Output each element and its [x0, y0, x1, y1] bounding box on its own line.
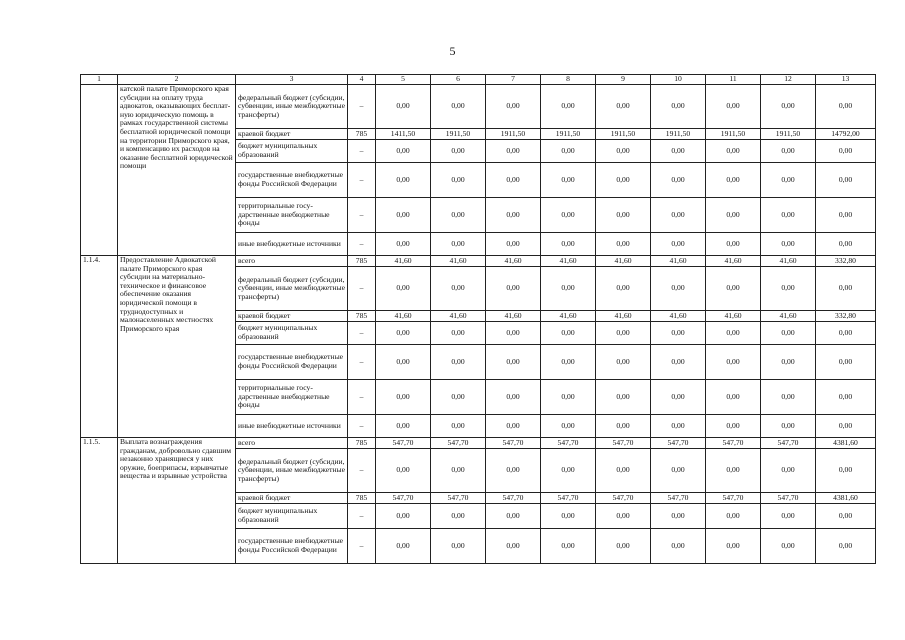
amount-cell: 0,00 — [761, 415, 816, 438]
amount-cell: 0,00 — [706, 449, 761, 493]
page-number: 5 — [449, 44, 456, 58]
amount-cell: 0,00 — [761, 380, 816, 415]
amount-cell: 0,00 — [596, 85, 651, 129]
amount-cell: 0,00 — [816, 504, 876, 529]
amount-cell: 0,00 — [541, 449, 596, 493]
amount-cell: 0,00 — [541, 345, 596, 380]
amount-cell: 0,00 — [651, 322, 706, 345]
budget-code: – — [348, 345, 376, 380]
budget-code: 785 — [348, 493, 376, 504]
amount-cell: 547,70 — [541, 493, 596, 504]
column-number: 8 — [541, 75, 596, 85]
amount-cell: 0,00 — [486, 504, 541, 529]
amount-cell: 0,00 — [816, 140, 876, 163]
amount-cell: 547,70 — [541, 438, 596, 449]
funding-source: краевой бюджет — [236, 129, 348, 140]
column-number: 13 — [816, 75, 876, 85]
amount-cell: 547,70 — [651, 493, 706, 504]
amount-cell: 547,70 — [431, 493, 486, 504]
amount-cell: 0,00 — [596, 198, 651, 233]
amount-cell: 0,00 — [376, 345, 431, 380]
amount-cell: 0,00 — [541, 322, 596, 345]
budget-code: – — [348, 267, 376, 311]
amount-cell: 0,00 — [706, 267, 761, 311]
amount-cell: 0,00 — [376, 504, 431, 529]
item-description: Предоставление Адвокатской палате Приморского края субсидии на материально-техническое и финансовое обеспечение оказания юридической помощи в труднодоступных и малонаселенных местностях Приморского края — [118, 256, 236, 438]
amount-cell: 0,00 — [706, 415, 761, 438]
amount-cell: 0,00 — [431, 380, 486, 415]
amount-cell: 0,00 — [706, 380, 761, 415]
amount-cell: 41,60 — [431, 256, 486, 267]
budget-code: – — [348, 449, 376, 493]
funding-source: иные внебюджетные источники — [236, 233, 348, 256]
budget-table — [80, 74, 876, 564]
column-number: 2 — [118, 75, 236, 85]
budget-code: – — [348, 380, 376, 415]
budget-code: – — [348, 85, 376, 129]
column-number-row — [81, 75, 876, 85]
amount-cell: 0,00 — [651, 163, 706, 198]
amount-cell: 547,70 — [486, 493, 541, 504]
amount-cell: 0,00 — [761, 322, 816, 345]
amount-cell: 0,00 — [816, 415, 876, 438]
amount-cell: 1911,50 — [431, 129, 486, 140]
amount-cell: 0,00 — [486, 345, 541, 380]
amount-cell: 0,00 — [431, 267, 486, 311]
amount-cell: 0,00 — [816, 198, 876, 233]
table-row — [81, 256, 876, 267]
amount-cell: 0,00 — [651, 85, 706, 129]
column-number: 3 — [236, 75, 348, 85]
funding-source: федеральный бюджет (субсидии, субвенции, иные межбюджетные трансферты) — [236, 267, 348, 311]
amount-cell: 0,00 — [816, 345, 876, 380]
amount-cell: 0,00 — [376, 198, 431, 233]
amount-cell: 41,60 — [486, 311, 541, 322]
amount-cell: 547,70 — [376, 438, 431, 449]
amount-cell: 0,00 — [596, 163, 651, 198]
funding-source: бюджет муниципальных образований — [236, 322, 348, 345]
column-number: 11 — [706, 75, 761, 85]
amount-cell: 547,70 — [761, 493, 816, 504]
amount-cell: 41,60 — [706, 256, 761, 267]
item-description: Выплата вознаграждения гражданам, добровольно сдавшим незаконно хранящиеся у них оружие, боеприпасы, взрывчатые вещества и взрывные устройства — [118, 438, 236, 564]
amount-cell: 547,70 — [376, 493, 431, 504]
funding-source: краевой бюджет — [236, 311, 348, 322]
funding-source: государственные внебюджетные фонды Российской Федерации — [236, 163, 348, 198]
funding-source: всего — [236, 256, 348, 267]
amount-cell: 0,00 — [486, 267, 541, 311]
amount-cell: 0,00 — [486, 449, 541, 493]
amount-cell: 0,00 — [596, 233, 651, 256]
amount-cell: 0,00 — [816, 233, 876, 256]
amount-cell: 0,00 — [541, 198, 596, 233]
amount-cell: 0,00 — [486, 163, 541, 198]
item-code: 1.1.4. — [81, 256, 118, 438]
amount-cell: 41,60 — [596, 311, 651, 322]
amount-cell: 547,70 — [596, 493, 651, 504]
amount-cell: 0,00 — [376, 140, 431, 163]
amount-cell: 0,00 — [761, 85, 816, 129]
amount-cell: 0,00 — [761, 233, 816, 256]
amount-cell: 0,00 — [596, 529, 651, 564]
amount-cell: 0,00 — [486, 198, 541, 233]
amount-cell: 0,00 — [651, 529, 706, 564]
amount-cell: 0,00 — [651, 449, 706, 493]
amount-cell: 0,00 — [761, 163, 816, 198]
amount-cell: 547,70 — [706, 438, 761, 449]
amount-cell: 0,00 — [761, 504, 816, 529]
amount-cell: 547,70 — [706, 493, 761, 504]
amount-cell: 0,00 — [486, 322, 541, 345]
amount-cell: 547,70 — [596, 438, 651, 449]
amount-cell: 0,00 — [541, 504, 596, 529]
budget-code: – — [348, 198, 376, 233]
amount-cell: 0,00 — [651, 415, 706, 438]
budget-code: 785 — [348, 438, 376, 449]
column-number: 7 — [486, 75, 541, 85]
column-number: 1 — [81, 75, 118, 85]
budget-code: – — [348, 233, 376, 256]
column-number: 10 — [651, 75, 706, 85]
amount-cell: 14792,00 — [816, 129, 876, 140]
amount-cell: 0,00 — [541, 233, 596, 256]
budget-code: – — [348, 163, 376, 198]
amount-cell: 0,00 — [376, 529, 431, 564]
amount-cell: 0,00 — [706, 198, 761, 233]
amount-cell: 41,60 — [541, 311, 596, 322]
amount-cell: 1911,50 — [706, 129, 761, 140]
amount-cell: 0,00 — [706, 140, 761, 163]
amount-cell: 0,00 — [486, 85, 541, 129]
funding-source: территориальные государственные внебюджетные фонды — [236, 380, 348, 415]
amount-cell: 0,00 — [596, 267, 651, 311]
amount-cell: 41,60 — [486, 256, 541, 267]
amount-cell: 0,00 — [651, 504, 706, 529]
amount-cell: 1911,50 — [596, 129, 651, 140]
amount-cell: 0,00 — [816, 529, 876, 564]
column-number: 9 — [596, 75, 651, 85]
amount-cell: 0,00 — [596, 449, 651, 493]
amount-cell: 1411,50 — [376, 129, 431, 140]
amount-cell: 332,80 — [816, 256, 876, 267]
amount-cell: 0,00 — [651, 267, 706, 311]
amount-cell: 332,80 — [816, 311, 876, 322]
amount-cell: 0,00 — [376, 85, 431, 129]
amount-cell: 0,00 — [376, 380, 431, 415]
budget-code: – — [348, 415, 376, 438]
amount-cell: 1911,50 — [541, 129, 596, 140]
funding-source: иные внебюджетные источники — [236, 415, 348, 438]
funding-source: федеральный бюджет (субсидии, субвенции, иные межбюджетные трансферты) — [236, 85, 348, 129]
funding-source: бюджет муниципальных образований — [236, 504, 348, 529]
column-number: 12 — [761, 75, 816, 85]
amount-cell: 0,00 — [816, 322, 876, 345]
amount-cell: 0,00 — [816, 267, 876, 311]
amount-cell: 41,60 — [651, 311, 706, 322]
amount-cell: 0,00 — [541, 140, 596, 163]
amount-cell: 0,00 — [706, 233, 761, 256]
amount-cell: 0,00 — [541, 163, 596, 198]
item-code: 1.1.5. — [81, 438, 118, 564]
amount-cell: 0,00 — [486, 415, 541, 438]
amount-cell: 0,00 — [706, 504, 761, 529]
amount-cell: 0,00 — [651, 140, 706, 163]
amount-cell: 0,00 — [761, 449, 816, 493]
amount-cell: 41,60 — [761, 311, 816, 322]
amount-cell: 0,00 — [486, 529, 541, 564]
budget-code: 785 — [348, 129, 376, 140]
amount-cell: 0,00 — [651, 198, 706, 233]
amount-cell: 547,70 — [486, 438, 541, 449]
amount-cell: 41,60 — [706, 311, 761, 322]
amount-cell: 547,70 — [761, 438, 816, 449]
amount-cell: 0,00 — [761, 198, 816, 233]
amount-cell: 41,60 — [431, 311, 486, 322]
amount-cell: 0,00 — [706, 163, 761, 198]
amount-cell: 41,60 — [376, 256, 431, 267]
amount-cell: 0,00 — [486, 380, 541, 415]
amount-cell: 0,00 — [706, 345, 761, 380]
amount-cell: 4381,60 — [816, 438, 876, 449]
amount-cell: 0,00 — [596, 322, 651, 345]
amount-cell: 0,00 — [816, 85, 876, 129]
amount-cell: 0,00 — [816, 380, 876, 415]
amount-cell: 0,00 — [596, 504, 651, 529]
amount-cell: 0,00 — [761, 529, 816, 564]
amount-cell: 1911,50 — [651, 129, 706, 140]
amount-cell: 0,00 — [376, 415, 431, 438]
amount-cell: 0,00 — [431, 198, 486, 233]
amount-cell: 0,00 — [431, 85, 486, 129]
funding-source: государственные внебюджетные фонды Российской Федерации — [236, 529, 348, 564]
amount-cell: 0,00 — [431, 504, 486, 529]
amount-cell: 41,60 — [651, 256, 706, 267]
amount-cell: 0,00 — [541, 380, 596, 415]
amount-cell: 0,00 — [431, 322, 486, 345]
amount-cell: 0,00 — [541, 415, 596, 438]
amount-cell: 1911,50 — [486, 129, 541, 140]
amount-cell: 0,00 — [706, 322, 761, 345]
amount-cell: 0,00 — [541, 85, 596, 129]
amount-cell: 1911,50 — [761, 129, 816, 140]
amount-cell: 0,00 — [431, 449, 486, 493]
item-description: катской палате Приморского края субсидии на оплату труда адвокатов, оказывающих бесплатную юридическую помощь в рамках государственной системы бесплатной юридической помощи на территории Приморского края, и компенсацию их расходов на оказание бесплатной юридической помощи — [118, 85, 236, 256]
amount-cell: 41,60 — [541, 256, 596, 267]
funding-source: федеральный бюджет (субсидии, субвенции, иные межбюджетные трансферты) — [236, 449, 348, 493]
item-code — [81, 85, 118, 256]
amount-cell: 41,60 — [761, 256, 816, 267]
amount-cell: 547,70 — [651, 438, 706, 449]
amount-cell: 4381,60 — [816, 493, 876, 504]
amount-cell: 0,00 — [486, 233, 541, 256]
amount-cell: 0,00 — [816, 163, 876, 198]
amount-cell: 0,00 — [706, 85, 761, 129]
amount-cell: 0,00 — [376, 233, 431, 256]
amount-cell: 0,00 — [541, 267, 596, 311]
amount-cell: 0,00 — [376, 449, 431, 493]
amount-cell: 0,00 — [596, 345, 651, 380]
budget-code: 785 — [348, 256, 376, 267]
table-row — [81, 438, 876, 449]
amount-cell: 0,00 — [706, 529, 761, 564]
column-number: 6 — [431, 75, 486, 85]
amount-cell: 0,00 — [431, 529, 486, 564]
amount-cell: 0,00 — [486, 140, 541, 163]
amount-cell: 0,00 — [761, 345, 816, 380]
amount-cell: 0,00 — [596, 140, 651, 163]
funding-source: бюджет муниципальных образований — [236, 140, 348, 163]
amount-cell: 0,00 — [651, 380, 706, 415]
amount-cell: 0,00 — [431, 415, 486, 438]
budget-code: – — [348, 322, 376, 345]
amount-cell: 547,70 — [431, 438, 486, 449]
table-row — [81, 85, 876, 129]
budget-code: 785 — [348, 311, 376, 322]
funding-source: всего — [236, 438, 348, 449]
amount-cell: 0,00 — [431, 140, 486, 163]
amount-cell: 0,00 — [376, 163, 431, 198]
amount-cell: 0,00 — [651, 345, 706, 380]
amount-cell: 0,00 — [431, 163, 486, 198]
budget-code: – — [348, 504, 376, 529]
column-number: 5 — [376, 75, 431, 85]
amount-cell: 0,00 — [816, 449, 876, 493]
amount-cell: 0,00 — [541, 529, 596, 564]
amount-cell: 0,00 — [376, 267, 431, 311]
amount-cell: 0,00 — [431, 345, 486, 380]
budget-code: – — [348, 140, 376, 163]
amount-cell: 0,00 — [596, 380, 651, 415]
funding-source: территориальные государственные внебюджетные фонды — [236, 198, 348, 233]
amount-cell: 0,00 — [761, 267, 816, 311]
amount-cell: 0,00 — [761, 140, 816, 163]
amount-cell: 0,00 — [596, 415, 651, 438]
amount-cell: 0,00 — [431, 233, 486, 256]
funding-source: государственные внебюджетные фонды Российской Федерации — [236, 345, 348, 380]
amount-cell: 41,60 — [376, 311, 431, 322]
amount-cell: 0,00 — [651, 233, 706, 256]
funding-source: краевой бюджет — [236, 493, 348, 504]
amount-cell: 41,60 — [596, 256, 651, 267]
amount-cell: 0,00 — [376, 322, 431, 345]
column-number: 4 — [348, 75, 376, 85]
budget-code: – — [348, 529, 376, 564]
